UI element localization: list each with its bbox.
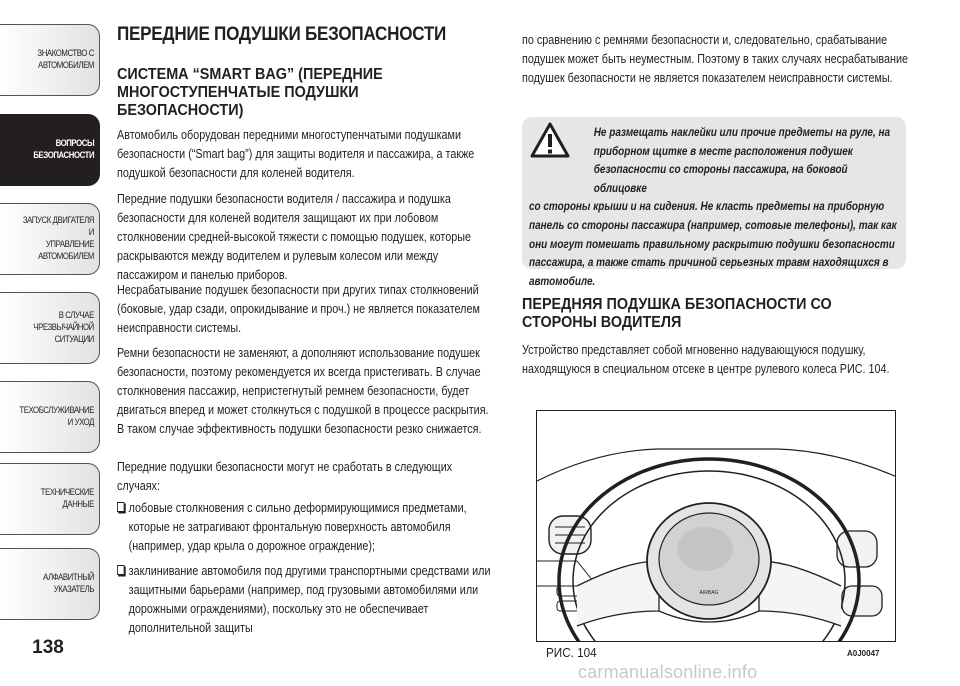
list-item bbox=[117, 498, 497, 555]
paragraph: Ремни безопасности не заменяют, а дополняют использование подушек безопасности, поэтому рекомендуется их всегда пристегивать. В случае столкновения пассажир, непристегнутый ремнем безопасности, будет двигаться вперед и может столкнуться с подушкой в процессе раскрытия. В таком случае эффективность подушки безопасности резко снижается. bbox=[117, 345, 489, 436]
airbag-emblem: AIRBAG bbox=[699, 590, 719, 596]
paragraph: Устройство представляет собой мгновенно надувающуюся подушку, находящуюся в специальном отсеке в центре рулевого колеса РИС. 104. bbox=[522, 342, 890, 376]
tab-label: ТЕХНИЧЕСКИЕ ДАННЫЕ bbox=[40, 487, 94, 510]
subsection-title-smart-bag bbox=[117, 66, 495, 120]
tab-label: ЗНАКОМСТВО С АВТОМОБИЛЕМ bbox=[37, 48, 94, 71]
list-item-text: лобовые столкновения с сильно деформирующимися предметами, которые не затрагивают фронтальную поверхность автомобиля (например, удар крыла о дорожное ограждение); bbox=[128, 500, 467, 553]
heading-line: МНОГОСТУПЕНЧАТЫЕ ПОДУШКИ bbox=[117, 84, 359, 101]
list-item-text: заклинивание автомобиля под другими транспортными средствами или защитными барьерами (например, под грузовыми автомобилями или дорожными ограждениями), поскольку это не обеспечивает дополнительной защиты bbox=[128, 563, 491, 635]
heading-line: СИСТЕМА “SMART BAG” (ПЕРЕДНИЕ bbox=[117, 66, 383, 83]
section-title: ПЕРЕДНИЕ ПОДУШКИ БЕЗОПАСНОСТИ bbox=[117, 24, 447, 45]
warning-line: Не размещать наклейки или прочие предметы на руле, на bbox=[593, 125, 891, 139]
figure-caption: РИС. 104 bbox=[546, 645, 597, 660]
tab-label: В СЛУЧАЕ ЧРЕЗВЫЧАЙНОЙ СИТУАЦИИ bbox=[33, 310, 94, 345]
warning-line: безопасности со стороны пассажира, на боковой облицовке bbox=[593, 162, 848, 195]
tab-label: ВОПРОСЫ БЕЗОПАСНОСТИ bbox=[33, 138, 94, 161]
paragraph: Автомобиль оборудован передними многоступенчатыми подушками безопасности (“Smart bag”) для защиты водителя и пассажира, а также подушкой безопасности для коленей водителя. bbox=[117, 127, 475, 180]
figure-steering-wheel bbox=[536, 410, 896, 642]
warning-line: приборном щитке в месте расположения подушек bbox=[593, 143, 853, 158]
tab-starting-driving[interactable] bbox=[0, 203, 100, 275]
paragraph: по сравнению с ремнями безопасности и, следовательно, срабатывание подушек может быть неуместным. Поэтому в таких случаях несрабатывание подушек безопасности не является показателем неисправности системы. bbox=[522, 32, 909, 85]
tab-label: ТЕХОБСЛУЖИВАНИЕ И УХОД bbox=[19, 405, 94, 428]
heading-line: СТОРОНЫ ВОДИТЕЛЯ bbox=[522, 314, 682, 331]
heading-line: БЕЗОПАСНОСТИ) bbox=[117, 102, 244, 119]
checkbox-bullet-icon bbox=[117, 565, 124, 575]
tab-label: АЛФАВИТНЫЙ УКАЗАТЕЛЬ bbox=[43, 572, 94, 595]
subsection-title-driver-airbag bbox=[522, 296, 900, 332]
paragraph: Передние подушки безопасности водителя / пассажира и подушка безопасности для коленей водителя защищают их при лобовом столкновении средней-высокой тяжести с помощью подушек, которые раскрываются между водителем и рулевым колесом или между пассажиром и панелью приборов. bbox=[117, 191, 471, 282]
chapter-sidebar bbox=[0, 0, 102, 686]
tab-introduction[interactable] bbox=[0, 24, 100, 96]
watermark: carmanualsonline.info bbox=[578, 662, 758, 682]
heading-line: ПЕРЕДНЯЯ ПОДУШКА БЕЗОПАСНОСТИ СО bbox=[522, 296, 832, 313]
tab-label: ЗАПУСК ДВИГАТЕЛЯ И УПРАВЛЕНИЕ АВТОМОБИЛЕМ bbox=[22, 215, 94, 262]
tab-index[interactable] bbox=[0, 548, 100, 620]
paragraph: Передние подушки безопасности могут не сработать в следующих случаях: bbox=[117, 459, 453, 493]
steering-wheel-illustration bbox=[537, 411, 896, 642]
checkbox-bullet-icon bbox=[117, 502, 124, 512]
warning-line: со стороны крыши и на сидения. Не класть предметы на приборную панель со стороны пассажира (например, сотовые телефоны), так как они могут помешать правильному раскрытию подушки безопасности пассажира, а также стать причиной серьезных травм находящихся в автомобиле. bbox=[529, 199, 897, 288]
paragraph: Несрабатывание подушек безопасности при других типах столкновений (боковые, удар сзади, опрокидывание и проч.) не является показателем неисправности системы. bbox=[117, 282, 480, 335]
figure-code: A0J0047 bbox=[847, 649, 880, 658]
tab-emergency[interactable] bbox=[0, 292, 100, 364]
tab-safety[interactable] bbox=[0, 114, 100, 186]
page-number: 138 bbox=[32, 637, 64, 658]
warning-text bbox=[529, 123, 903, 290]
tab-technical-data[interactable] bbox=[0, 463, 100, 535]
tab-maintenance[interactable] bbox=[0, 381, 100, 453]
list-item bbox=[117, 561, 497, 637]
